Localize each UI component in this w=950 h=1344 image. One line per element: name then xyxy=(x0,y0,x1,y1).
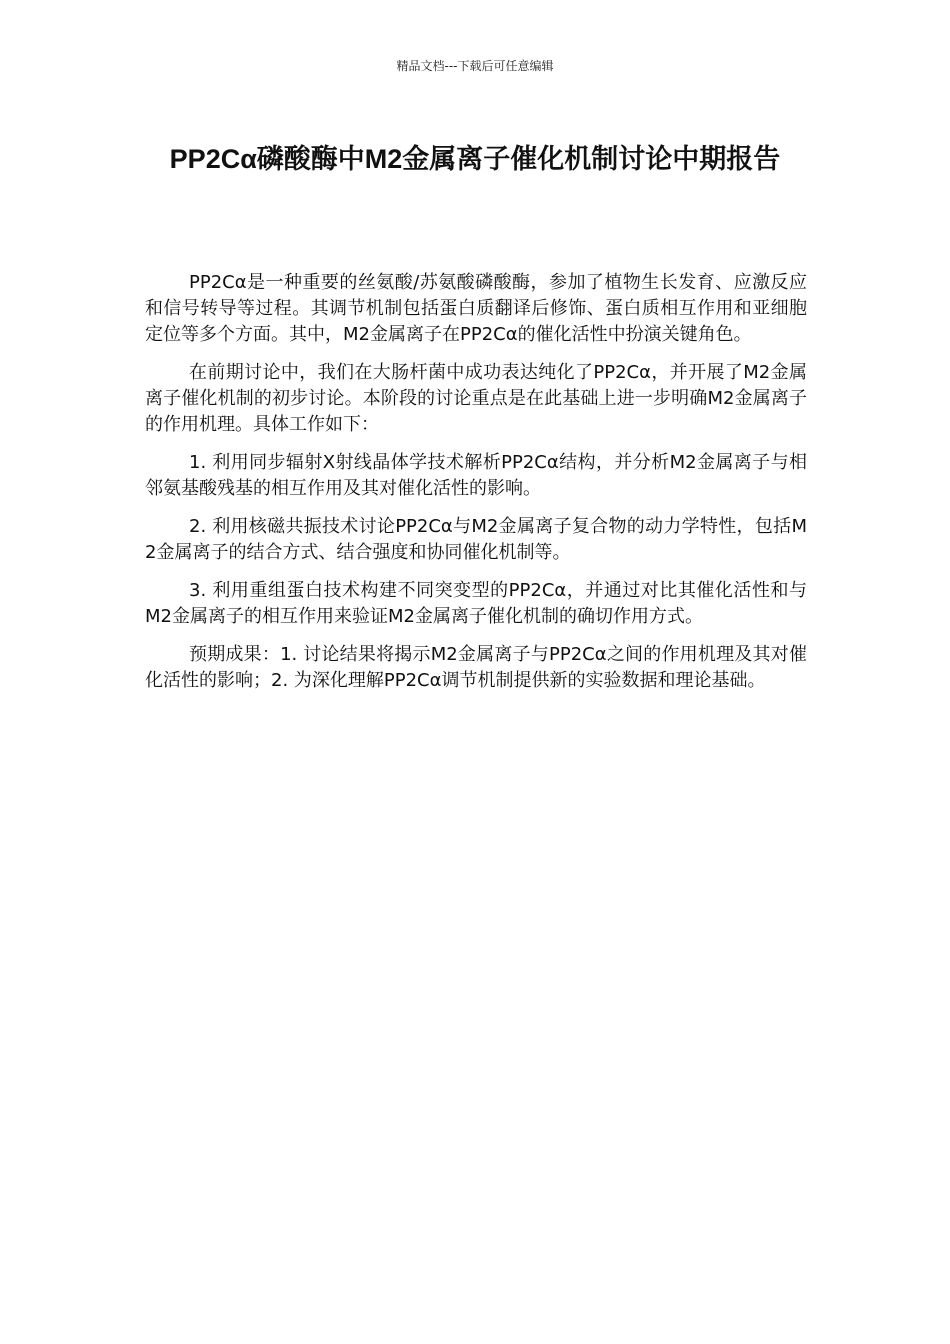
paragraph-expected-results: 预期成果：1. 讨论结果将揭示M2金属离子与PP2Cα之间的作用机理及其对催化活性的影响；2. 为深化理解PP2Cα调节机制提供新的实验数据和理论基础。 xyxy=(145,644,807,691)
paragraph-intro: PP2Cα是一种重要的丝氨酸/苏氨酸磷酸酶，参加了植物生长发育、应激反应和信号转导等过程。其调节机制包括蛋白质翻译后修饰、蛋白质相互作用和亚细胞定位等多个方面。其中，M2金属离子在PP2Cα的催化活性中扮演关键角色。 xyxy=(145,272,807,345)
paragraph-task-2: 2. 利用核磁共振技术讨论PP2Cα与M2金属离子复合物的动力学特性，包括M2金属离子的结合方式、结合强度和协同催化机制等。 xyxy=(145,516,807,563)
document-body xyxy=(145,270,807,706)
paragraph-task-1: 1. 利用同步辐射X射线晶体学技术解析PP2Cα结构，并分析M2金属离子与相邻氨基酸残基的相互作用及其对催化活性的影响。 xyxy=(145,452,807,499)
document-title: PP2Cα磷酸酶中M2金属离子催化机制讨论中期报告 xyxy=(169,144,781,174)
paragraph-task-3: 3. 利用重组蛋白技术构建不同突变型的PP2Cα，并通过对比其催化活性和与M2金属离子的相互作用来验证M2金属离子催化机制的确切作用方式。 xyxy=(145,580,807,627)
paragraph-previous-work: 在前期讨论中，我们在大肠杆菌中成功表达纯化了PP2Cα，并开展了M2金属离子催化机制的初步讨论。本阶段的讨论重点是在此基础上进一步明确M2金属离子的作用机理。具体工作如下： xyxy=(145,362,807,435)
header-note: 精品文档---下载后可任意编辑 xyxy=(396,59,554,73)
